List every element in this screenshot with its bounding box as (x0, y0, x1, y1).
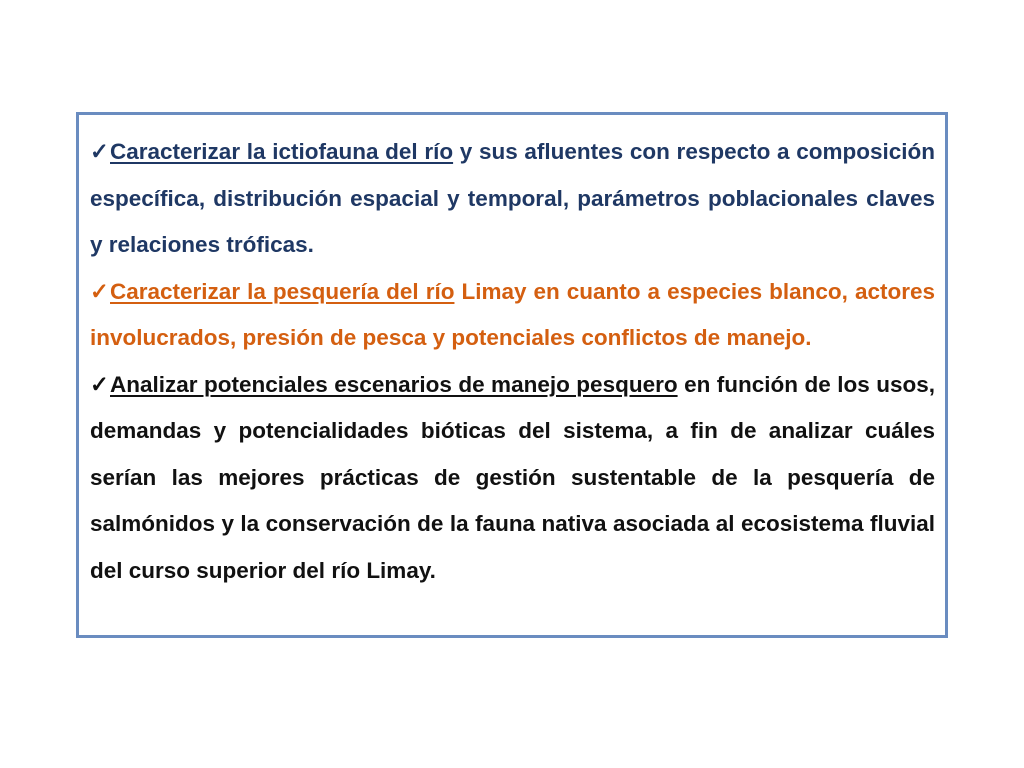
objective-1-text: y sus afluentes con respecto a composición específica, distribución espacial y temporal, parámetros poblacionales claves y relaciones tróficas. (90, 139, 935, 257)
check-icon: ✓ (90, 371, 109, 397)
objective-3 (90, 362, 935, 595)
objective-1-lead: Caracterizar la ictiofauna del río (110, 139, 454, 164)
objectives-box (76, 112, 948, 638)
objective-2-text: Limay en cuanto a especies blanco, actores involucrados, presión de pesca y potenciales conflictos de manejo. (90, 278, 935, 350)
objective-2-lead: Caracterizar la pesquería del río (110, 278, 455, 304)
objective-1 (90, 129, 935, 269)
objective-3-text: en función de los usos, demandas y potencialidades bióticas del sistema, a fin de analizar cuáles serían las mejores prácticas de gestión sustentable de la pesquería de salmónidos y la conservación de la fauna nativa asociada al ecosistema fluvial del curso superior del río Limay. (90, 371, 935, 583)
check-icon: ✓ (90, 139, 109, 164)
objective-3-lead: Analizar potenciales escenarios de manejo pesquero (110, 371, 678, 397)
objective-2 (90, 269, 935, 362)
check-icon: ✓ (90, 278, 109, 304)
